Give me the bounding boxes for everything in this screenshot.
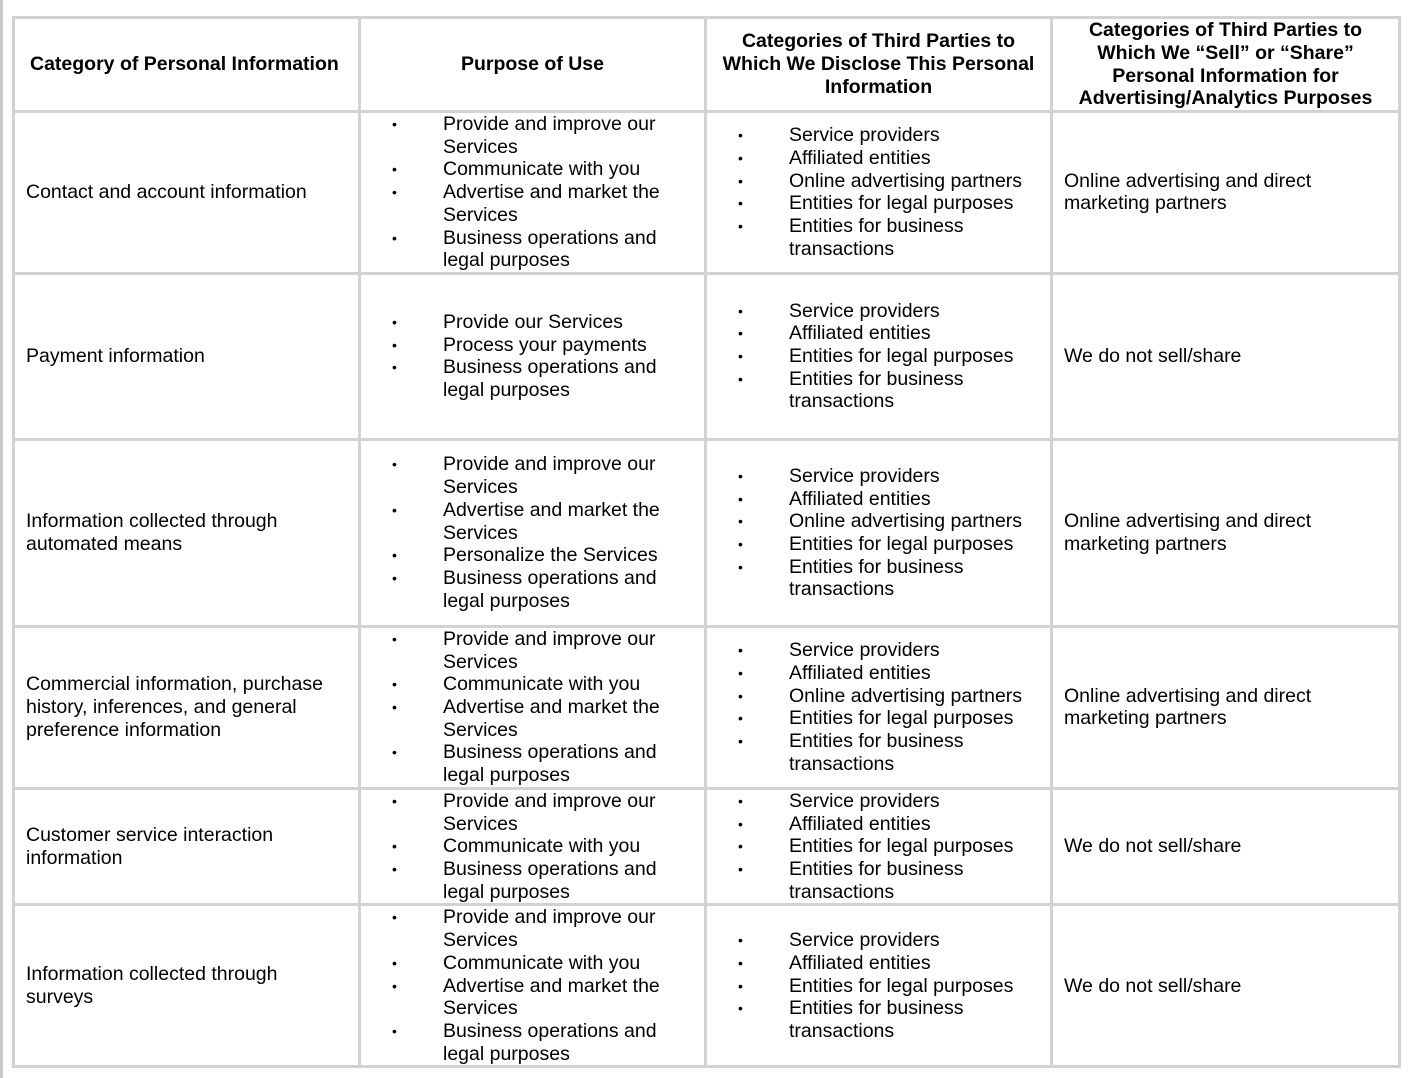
list-item: • Communicate with you: [361, 835, 704, 858]
purpose-cell: [360, 905, 706, 1067]
list-item: • Advertise and market the Services: [361, 181, 704, 226]
list-item: • Business operations and legal purposes: [361, 356, 704, 401]
header-purpose: Purpose of Use: [360, 18, 706, 112]
list-item: • Process your payments: [361, 334, 704, 357]
list-item: • Communicate with you: [361, 158, 704, 181]
list-item: • Affiliated entities: [707, 662, 1050, 685]
list-item: • Affiliated entities: [707, 322, 1050, 345]
list-item: • Communicate with you: [361, 952, 704, 975]
personal-information-table: [12, 16, 1401, 1068]
third-parties-list: [707, 929, 1050, 1043]
list-item: • Business operations and legal purposes: [361, 1020, 704, 1065]
list-item: • Entities for business transactions: [707, 368, 1050, 413]
purpose-cell: [360, 112, 706, 274]
third-parties-list: [707, 465, 1050, 601]
third-parties-list: [707, 639, 1050, 775]
purpose-list: [361, 906, 704, 1065]
third-parties-cell: [706, 626, 1052, 788]
list-item: • Provide and improve our Services: [361, 790, 704, 835]
table-header-row: [14, 18, 1400, 112]
list-item: • Entities for legal purposes: [707, 345, 1050, 368]
table-row: [14, 273, 1400, 439]
table-row: [14, 112, 1400, 274]
sell-share-cell: We do not sell/share: [1052, 788, 1400, 905]
list-item: • Provide and improve our Services: [361, 453, 704, 498]
category-cell: Information collected through automated means: [14, 439, 360, 626]
purpose-list: [361, 311, 704, 402]
purpose-cell: [360, 788, 706, 905]
third-parties-cell: [706, 112, 1052, 274]
purpose-cell: [360, 439, 706, 626]
category-cell: Payment information: [14, 273, 360, 439]
third-parties-list: [707, 300, 1050, 414]
list-item: • Provide and improve our Services: [361, 628, 704, 673]
purpose-list: [361, 113, 704, 272]
list-item: • Entities for business transactions: [707, 730, 1050, 775]
purpose-cell: [360, 273, 706, 439]
list-item: • Entities for legal purposes: [707, 835, 1050, 858]
category-cell: Commercial information, purchase history, inferences, and general preference information: [14, 626, 360, 788]
list-item: • Advertise and market the Services: [361, 975, 704, 1020]
third-parties-cell: [706, 439, 1052, 626]
list-item: • Affiliated entities: [707, 147, 1050, 170]
sell-share-cell: Online advertising and direct marketing partners: [1052, 439, 1400, 626]
list-item: • Entities for legal purposes: [707, 707, 1050, 730]
third-parties-cell: [706, 273, 1052, 439]
purpose-cell: [360, 626, 706, 788]
list-item: • Service providers: [707, 929, 1050, 952]
list-item: • Advertise and market the Services: [361, 696, 704, 741]
sell-share-cell: Online advertising and direct marketing partners: [1052, 112, 1400, 274]
list-item: • Entities for business transactions: [707, 556, 1050, 601]
sell-share-cell: We do not sell/share: [1052, 273, 1400, 439]
category-cell: Customer service interaction information: [14, 788, 360, 905]
purpose-list: [361, 628, 704, 787]
purpose-list: [361, 790, 704, 904]
header-disclose: Categories of Third Parties to Which We Disclose This Personal Information: [706, 18, 1052, 112]
category-cell: Contact and account information: [14, 112, 360, 274]
list-item: • Entities for business transactions: [707, 215, 1050, 260]
list-item: • Affiliated entities: [707, 813, 1050, 836]
header-sell-share: Categories of Third Parties to Which We “Sell” or “Share” Personal Information for Advertising/Analytics Purposes: [1052, 18, 1400, 112]
table-row: [14, 905, 1400, 1067]
list-item: • Service providers: [707, 124, 1050, 147]
list-item: • Entities for legal purposes: [707, 975, 1050, 998]
window-edge: [0, 0, 3, 1078]
list-item: • Entities for legal purposes: [707, 192, 1050, 215]
list-item: • Business operations and legal purposes: [361, 227, 704, 272]
list-item: • Service providers: [707, 465, 1050, 488]
list-item: • Provide our Services: [361, 311, 704, 334]
list-item: • Business operations and legal purposes: [361, 858, 704, 903]
list-item: • Service providers: [707, 639, 1050, 662]
list-item: • Affiliated entities: [707, 952, 1050, 975]
list-item: • Service providers: [707, 300, 1050, 323]
third-parties-cell: [706, 788, 1052, 905]
sell-share-cell: We do not sell/share: [1052, 905, 1400, 1067]
list-item: • Advertise and market the Services: [361, 499, 704, 544]
list-item: • Affiliated entities: [707, 488, 1050, 511]
list-item: • Entities for legal purposes: [707, 533, 1050, 556]
list-item: • Provide and improve our Services: [361, 113, 704, 158]
third-parties-list: [707, 790, 1050, 904]
purpose-list: [361, 453, 704, 612]
list-item: • Personalize the Services: [361, 544, 704, 567]
list-item: • Service providers: [707, 790, 1050, 813]
list-item: • Online advertising partners: [707, 170, 1050, 193]
table-row: [14, 626, 1400, 788]
list-item: • Entities for business transactions: [707, 858, 1050, 903]
table-row: [14, 788, 1400, 905]
list-item: • Communicate with you: [361, 673, 704, 696]
list-item: • Provide and improve our Services: [361, 906, 704, 951]
list-item: • Business operations and legal purposes: [361, 741, 704, 786]
list-item: • Business operations and legal purposes: [361, 567, 704, 612]
header-category: Category of Personal Information: [14, 18, 360, 112]
category-cell: Information collected through surveys: [14, 905, 360, 1067]
list-item: • Online advertising partners: [707, 685, 1050, 708]
list-item: • Online advertising partners: [707, 510, 1050, 533]
sell-share-cell: Online advertising and direct marketing partners: [1052, 626, 1400, 788]
third-parties-cell: [706, 905, 1052, 1067]
table-row: [14, 439, 1400, 626]
list-item: • Entities for business transactions: [707, 997, 1050, 1042]
third-parties-list: [707, 124, 1050, 260]
